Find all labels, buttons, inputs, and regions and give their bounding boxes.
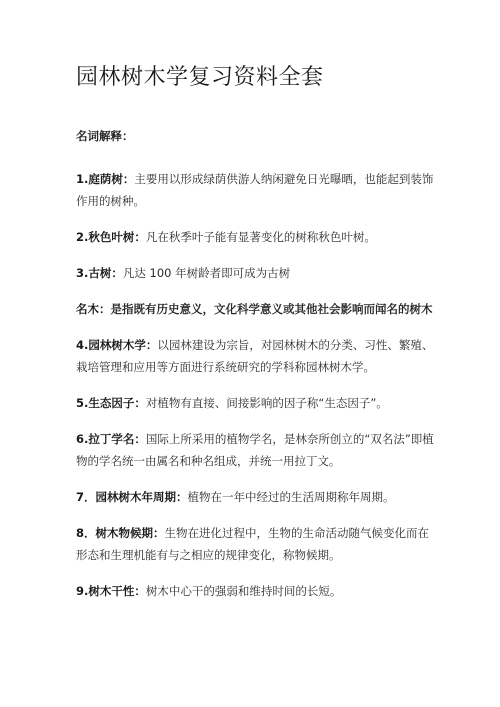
definition-entry-1 [76, 168, 440, 212]
document-title: 园林树木学复习资料全套 [76, 65, 324, 90]
definition-entry-famous-tree [76, 298, 440, 320]
section-heading: 名词解释： [76, 129, 134, 143]
definition-term: 6.拉丁学名： [76, 432, 146, 446]
definition-entry-3 [76, 262, 440, 284]
definition-entry-9 [76, 580, 440, 602]
definition-text: 凡在秋季叶子能有显著变化的树称秋色叶树。 [145, 230, 376, 244]
definition-entry-2 [76, 226, 440, 248]
definition-entry-7 [76, 486, 440, 508]
definition-term: 7．园林树木年周期： [76, 490, 188, 504]
definition-text: 树木中心干的强弱和维持时间的长短。 [145, 584, 342, 598]
definition-text: 是指既有历史意义，文化科学意义或其他社会影响而闻名的树木 [110, 302, 433, 316]
definition-term: 8．树木物候期： [76, 526, 165, 540]
definition-term: 名木： [76, 302, 111, 316]
definition-entry-8 [76, 522, 440, 566]
definition-entry-6 [76, 428, 440, 472]
definition-text: 生物在进化过程中，生物的生命活动随气候变化而在形态和生理机能有与之相应的规律变化，称物候期。 [76, 526, 430, 562]
definition-term: 4.园林树木学： [76, 338, 158, 352]
definition-term: 1.庭荫树： [76, 172, 135, 186]
definition-term: 5.生态因子： [76, 396, 146, 410]
definition-text: 国际上所采用的植物学名，是林奈所创立的“双名法”即植物的学名统一由属名和种名组成，并统一用拉丁文。 [76, 432, 434, 468]
definition-entry-4 [76, 334, 440, 378]
definition-text: 凡达 100 年树龄者即可成为古树 [122, 266, 291, 280]
definition-term: 9.树木干性： [76, 584, 146, 598]
definition-text: 以园林建设为宗旨，对园林树木的分类、习性、繁殖、栽培管理和应用等方面进行系统研究的学科称园林树木学。 [76, 338, 434, 374]
definition-entry-5 [76, 392, 440, 414]
definition-term: 3.古树： [76, 266, 123, 280]
definition-term: 2.秋色叶树： [76, 230, 146, 244]
definition-text: 对植物有直接、间接影响的因子称“生态因子”。 [145, 396, 388, 410]
definition-text: 主要用以形成绿荫供游人纳闲避免日光曝晒，也能起到装饰作用的树种。 [76, 172, 434, 208]
definition-text: 植物在一年中经过的生活周期称年周期。 [187, 490, 395, 504]
